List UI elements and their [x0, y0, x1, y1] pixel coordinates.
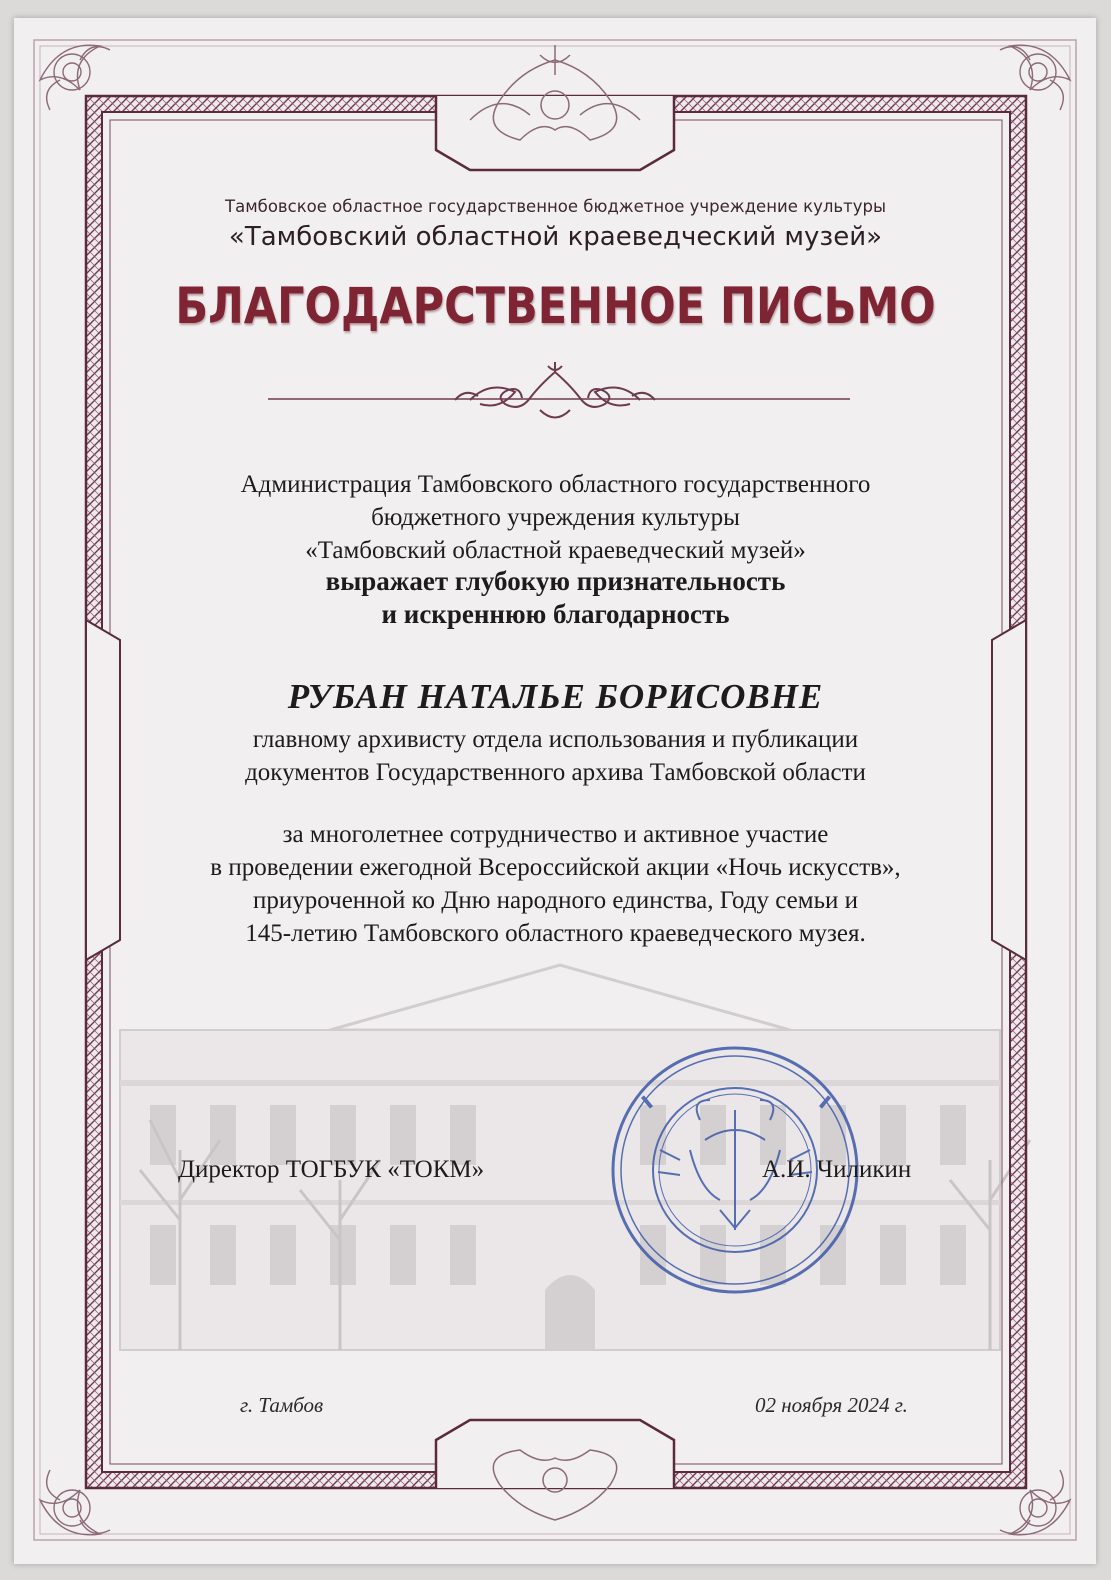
admin-line: бюджетного учреждения культуры	[371, 504, 740, 531]
gratitude-block	[0, 565, 1111, 631]
director-title: Директор ТОГБУК «ТОКМ»	[178, 1156, 485, 1183]
bottom-cartouche-ornament	[436, 1420, 674, 1520]
administration-block	[0, 468, 1111, 567]
position-line: главному архивисту отдела использования и публикации	[252, 726, 859, 753]
admin-line: «Тамбовский областной краеведческий музей»	[305, 537, 806, 564]
issue-date: 02 ноября 2024 г.	[755, 1393, 908, 1417]
reason-line: 145-летию Тамбовского областного краеведческого музея.	[245, 920, 866, 947]
recipient-name: РУБАН НАТАЛЬЕ БОРИСОВНЕ	[287, 677, 824, 716]
director-name: А.И. Чиликин	[762, 1156, 912, 1183]
top-cartouche-ornament	[436, 45, 674, 170]
recipient-position	[0, 723, 1111, 789]
reason-line: в проведении ежегодной Всероссийской акции «Ночь искусств»,	[210, 854, 901, 881]
gratitude-line: и искреннюю благодарность	[381, 599, 730, 629]
title-divider-flourish	[268, 362, 850, 418]
document-title: БЛАГОДАРСТВЕННОЕ ПИСЬМО	[175, 277, 936, 335]
position-line: документов Государственного архива Тамбовской области	[245, 759, 866, 786]
admin-line: Администрация Тамбовского областного государственного	[240, 471, 871, 498]
reason-line: за многолетнее сотрудничество и активное участие	[282, 821, 829, 848]
reason-block	[0, 818, 1111, 950]
gratitude-line: выражает глубокую признательность	[325, 566, 786, 596]
institution-line-2: «Тамбовский областной краеведческий музей»	[228, 222, 883, 252]
issue-city: г. Тамбов	[240, 1393, 324, 1417]
institution-line-1: Тамбовское областное государственное бюджетное учреждение культуры	[225, 197, 886, 216]
reason-line: приуроченной ко Дню народного единства, Году семьи и	[253, 887, 858, 914]
